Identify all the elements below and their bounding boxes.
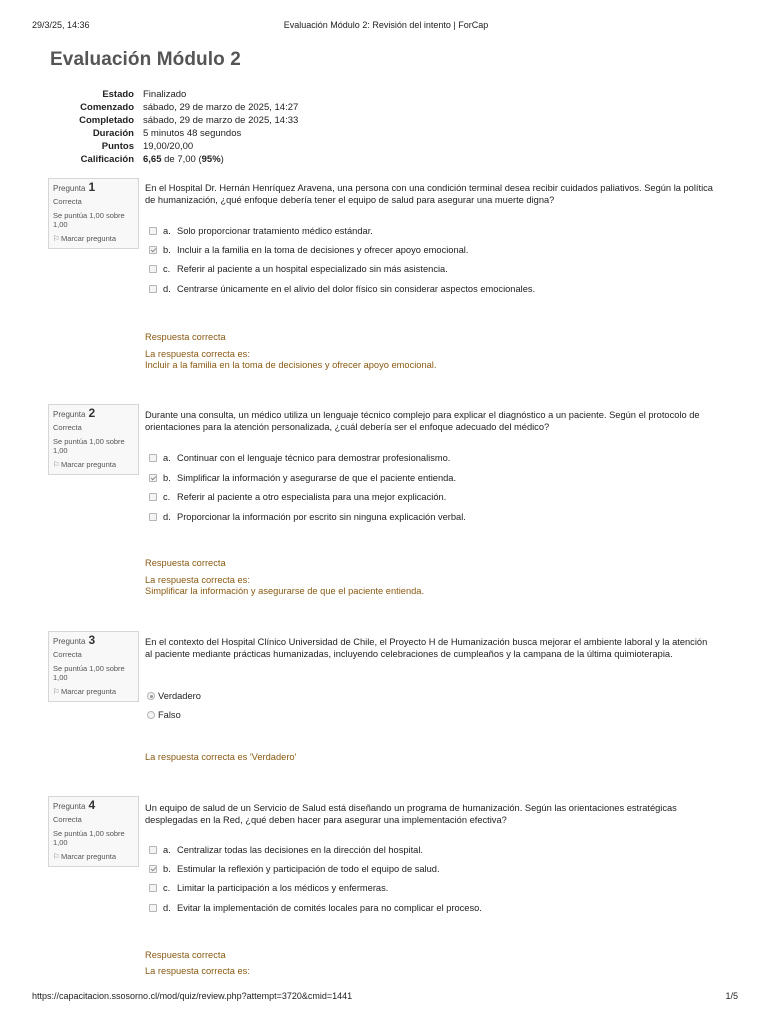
question-grade: Se puntúa 1,00 sobre 1,00 [53,664,125,682]
question-text: Un equipo de salud de un Servicio de Salud está diseñando un programa de humanización. Según las orientaciones estratégicas desplegadas en la Red, ¿qué deben hacer para asegurar una implementación efectiva? [145,803,677,825]
answer-option-c[interactable] [149,882,388,894]
answer-text: Limitar la participación a los médicos y enfermeras. [177,883,389,893]
question-grade: Se puntúa 1,00 sobre 1,00 [53,211,125,229]
summary-label: Completado [79,115,134,126]
answer-option-c[interactable] [149,491,446,503]
question-state: Correcta [53,423,82,432]
answer-letter: d. [163,284,171,294]
option-text: Falso [158,710,181,720]
answer-checkbox[interactable] [149,265,157,273]
answer-text: Referir al paciente a un hospital especializado sin más asistencia. [177,264,448,274]
answer-checkbox[interactable] [149,227,157,235]
feedback-status: Respuesta correcta [145,950,226,960]
answer-option-c[interactable] [149,263,448,275]
feedback-status: Respuesta correcta [145,332,226,342]
answer-checkbox[interactable] [149,904,157,912]
question-prefix: Pregunta [53,184,86,193]
summary-label: Duración [92,128,134,139]
flag-icon: ⚐ [53,687,60,696]
answer-text: Centralizar todas las decisiones en la dirección del hospital. [177,845,423,855]
answer-option-d[interactable] [149,511,466,523]
option-radio[interactable] [147,692,155,700]
answer-option-b[interactable] [149,863,440,875]
answer-option-d[interactable] [149,283,535,295]
flag-question-button[interactable] [53,460,134,469]
print-url: https://capacitacion.ssosorno.cl/mod/quiz/review.php?attempt=3720&cmid=1441 [32,991,353,1001]
option-falso[interactable] [147,709,181,721]
flag-question-button[interactable] [53,687,134,696]
question-text: En el Hospital Dr. Hernán Henríquez Aravena, una persona con una condición terminal desea recibir cuidados paliativos. Según la política de humanización, ¿qué enfoque debería tener el equipo de salud para asegurar una muerte digna? [145,183,713,205]
option-radio[interactable] [147,711,155,719]
summary-row-comenzado [0,101,420,114]
answer-text: Estimular la reflexión y participación de todo el equipo de salud. [177,864,440,874]
answer-option-b[interactable] [149,244,468,256]
question-prefix: Pregunta [53,410,86,419]
answer-letter: a. [163,226,171,236]
summary-row-duracion [0,127,420,140]
flag-label: Marcar pregunta [61,687,117,696]
feedback-correct-answer: Incluir a la familia en la toma de decisiones y ofrecer apoyo emocional. [145,360,437,370]
grade-percent: 95% [201,154,221,165]
answer-checkbox[interactable] [149,865,157,873]
answer-text: Continuar con el lenguaje técnico para demostrar profesionalismo. [177,453,451,463]
question-state: Correcta [53,650,82,659]
question-grade: Se puntúa 1,00 sobre 1,00 [53,829,125,847]
summary-row-completado [0,114,420,127]
grade-end: ) [220,154,224,165]
question-grade: Se puntúa 1,00 sobre 1,00 [53,437,125,455]
answer-letter: b. [163,245,171,255]
summary-label: Comenzado [80,102,134,113]
print-document-title: Evaluación Módulo 2: Revisión del intento | ForCap [283,20,489,30]
question-prefix: Pregunta [53,802,86,811]
feedback-intro: La respuesta correcta es: [145,966,250,976]
question-state: Correcta [53,197,82,206]
summary-value: 19,00/20,00 [143,141,194,152]
summary-row-calificacion [0,153,420,166]
summary-value [143,153,224,166]
answer-letter: a. [163,453,171,463]
flag-icon: ⚐ [53,460,60,469]
answer-text: Incluir a la familia en la toma de decisiones y ofrecer apoyo emocional. [177,245,469,255]
answer-letter: c. [163,264,171,274]
flag-icon: ⚐ [53,852,60,861]
answer-option-d[interactable] [149,902,482,914]
answer-letter: c. [163,492,171,502]
question-number [53,180,134,194]
answer-letter: b. [163,864,171,874]
answer-checkbox[interactable] [149,884,157,892]
summary-value: sábado, 29 de marzo de 2025, 14:27 [143,102,299,113]
summary-row-puntos [0,140,420,153]
summary-value: Finalizado [143,89,187,100]
question-prefix: Pregunta [53,637,86,646]
feedback-correct-answer: La respuesta correcta es 'Verdadero' [145,752,297,762]
answer-text: Referir al paciente a otro especialista para una mejor explicación. [177,492,447,502]
question-info [48,796,139,867]
flag-label: Marcar pregunta [61,234,117,243]
option-verdadero[interactable] [147,690,201,702]
summary-value: sábado, 29 de marzo de 2025, 14:33 [143,115,299,126]
question-number [53,798,134,812]
answer-text: Evitar la implementación de comités locales para no complicar el proceso. [177,903,482,913]
answer-letter: a. [163,845,171,855]
answer-option-a[interactable] [149,452,450,464]
question-text: Durante una consulta, un médico utiliza un lenguaje técnico complejo para explicar el diagnóstico a un paciente. Según el protocolo de orientaciones para la atención personalizada, ¿cuál debería ser el enfoque adecuado del médico? [145,410,700,432]
answer-letter: c. [163,883,171,893]
answer-checkbox[interactable] [149,513,157,521]
flag-label: Marcar pregunta [61,852,117,861]
print-datetime: 29/3/25, 14:36 [32,20,90,30]
grade-rest: de 7,00 ( [164,154,202,165]
answer-checkbox[interactable] [149,454,157,462]
feedback-status: Respuesta correcta [145,558,226,568]
print-header [32,20,740,34]
answer-text: Solo proporcionar tratamiento médico estándar. [177,226,373,236]
question-info [48,631,139,702]
question-info [48,404,139,475]
question-number-value: 3 [88,633,96,647]
feedback-intro: La respuesta correcta es: [145,349,250,359]
question-number [53,406,134,420]
answer-letter: d. [163,512,171,522]
print-footer [32,991,738,1003]
answer-option-b[interactable] [149,472,456,484]
page-title: Evaluación Módulo 2 [50,49,241,70]
question-number [53,633,134,647]
feedback-intro: La respuesta correcta es: [145,575,250,585]
answer-text: Proporcionar la información por escrito sin ninguna explicación verbal. [177,512,466,522]
question-number-value: 2 [88,406,96,420]
question-info [48,178,139,249]
flag-icon: ⚐ [53,234,60,243]
question-number-value: 4 [88,798,96,812]
summary-label: Estado [102,89,134,100]
summary-value: 5 minutos 48 segundos [143,128,242,139]
answer-letter: b. [163,473,171,483]
flag-label: Marcar pregunta [61,460,117,469]
question-number-value: 1 [88,180,96,194]
answer-checkbox[interactable] [149,474,157,482]
question-text: En el contexto del Hospital Clínico Universidad de Chile, el Proyecto H de Humanización busca mejorar el ambiente laboral y la atención al paciente mediante prácticas humanizadas, incluyendo celebraciones de cumpleaños y la campana de la última quimioterapia. [145,637,708,659]
option-text: Verdadero [158,691,201,701]
page-number: 1/5 [725,991,738,1001]
answer-checkbox[interactable] [149,846,157,854]
answer-checkbox[interactable] [149,246,157,254]
feedback-correct-answer: Simplificar la información y asegurarse de que el paciente entienda. [145,586,425,596]
flag-question-button[interactable] [53,234,134,243]
question-state: Correcta [53,815,82,824]
flag-question-button[interactable] [53,852,134,861]
answer-letter: d. [163,903,171,913]
grade-score: 6,65 [143,154,162,165]
answer-option-a[interactable] [149,844,423,856]
attempt-summary-table [0,88,420,166]
summary-label: Calificación [80,154,134,165]
summary-label: Puntos [101,141,134,152]
summary-row-estado [0,88,420,101]
answer-text: Centrarse únicamente en el alivio del dolor físico sin considerar aspectos emocionales. [177,284,536,294]
answer-option-a[interactable] [149,225,373,237]
answer-checkbox[interactable] [149,493,157,501]
answer-checkbox[interactable] [149,285,157,293]
answer-text: Simplificar la información y asegurarse de que el paciente entienda. [177,473,457,483]
